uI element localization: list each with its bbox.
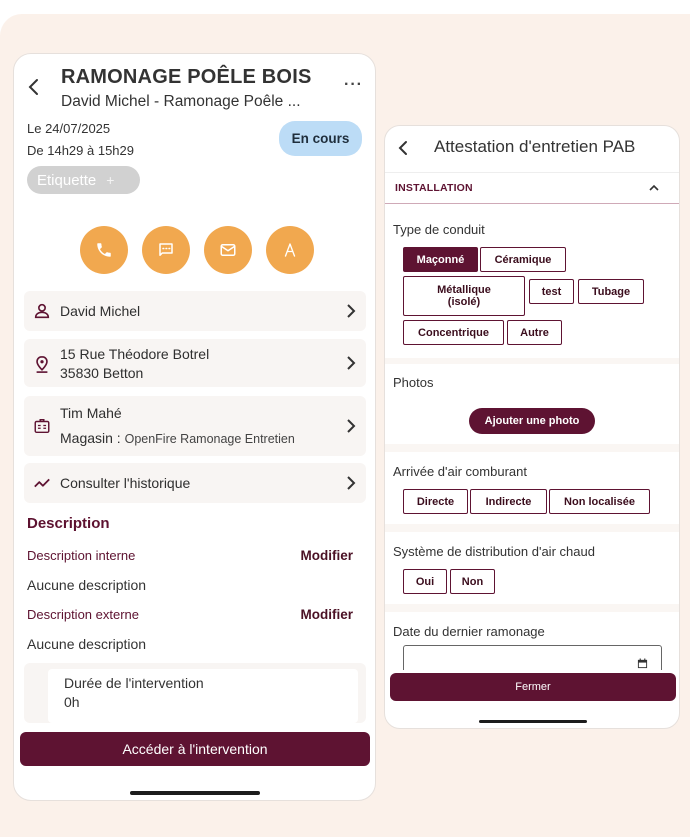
chat-icon (157, 241, 175, 259)
modify-internal-button[interactable]: Modifier (300, 548, 353, 563)
hot-air-block (385, 532, 679, 604)
maintenance-certificate-screen (384, 125, 680, 729)
chevron-up-icon (649, 184, 659, 192)
back-arrow-icon[interactable] (397, 140, 409, 156)
home-indicator (130, 791, 260, 795)
page-title: Attestation d'entretien PAB (434, 137, 636, 156)
page-subtitle: David Michel - Ramonage Poêle ... (61, 93, 301, 110)
tag-chip[interactable] (27, 166, 140, 194)
address-row[interactable] (24, 339, 366, 387)
chevron-right-icon (346, 475, 356, 491)
history-label: Consulter l'historique (60, 475, 191, 491)
message-button[interactable] (142, 226, 190, 274)
conduit-option-test[interactable]: test (529, 279, 574, 304)
contact-name: David Michel (60, 303, 141, 319)
conduit-type-block (385, 206, 679, 358)
access-intervention-button[interactable]: Accéder à l'intervention (20, 732, 370, 766)
header (14, 54, 375, 118)
technician-name: Tim Mahé (60, 405, 122, 421)
conduit-option-concentrique[interactable]: Concentrique (403, 320, 504, 345)
address-line2: 35830 Betton (60, 365, 144, 381)
chevron-right-icon (346, 355, 356, 371)
trend-line-icon (33, 474, 51, 492)
navigation-button[interactable] (266, 226, 314, 274)
internal-description-value: Aucune description (27, 577, 147, 593)
home-indicator (479, 720, 587, 723)
conduit-option-tubage[interactable]: Tubage (578, 279, 644, 304)
chevron-right-icon (346, 418, 356, 434)
id-badge-icon (33, 417, 51, 435)
phone-icon (95, 241, 113, 259)
back-arrow-icon[interactable] (26, 78, 42, 96)
intervention-time: De 14h29 à 15h29 (27, 143, 134, 158)
address-line1: 15 Rue Théodore Botrel (60, 346, 210, 362)
last-sweep-date-input[interactable] (403, 645, 662, 670)
conduit-option-autre[interactable]: Autre (507, 320, 562, 345)
duration-card (24, 663, 366, 723)
store-label: Magasin : (60, 430, 125, 446)
store-line (60, 430, 295, 446)
conduit-option-metallique[interactable] (403, 276, 525, 316)
metallique-label: Métallique (isolé) (437, 284, 491, 308)
history-row[interactable] (24, 463, 366, 503)
duration-value: 0h (64, 694, 80, 710)
accordion-title: INSTALLATION (395, 182, 473, 194)
location-pin-icon (33, 355, 51, 373)
air-option-indirecte[interactable]: Indirecte (470, 489, 547, 514)
last-sweep-block (385, 612, 679, 670)
store-value: OpenFire Ramonage Entretien (124, 432, 295, 446)
mail-icon (219, 241, 237, 259)
duration-label: Durée de l'intervention (64, 675, 204, 691)
contact-actions (80, 226, 314, 274)
status-badge: En cours (279, 121, 362, 156)
phone-button[interactable] (80, 226, 128, 274)
technician-row[interactable] (24, 396, 366, 456)
photos-block (385, 364, 679, 444)
air-option-directe[interactable]: Directe (403, 489, 468, 514)
conduit-option-ceramique[interactable]: Céramique (480, 247, 566, 272)
last-sweep-label: Date du dernier ramonage (393, 624, 545, 639)
conduit-option-maconne[interactable]: Maçonné (403, 247, 478, 272)
hot-air-option-oui[interactable]: Oui (403, 569, 447, 594)
form-content (385, 206, 679, 670)
close-button[interactable]: Fermer (390, 673, 676, 701)
installation-accordion-header[interactable] (385, 172, 679, 204)
hot-air-option-non[interactable]: Non (450, 569, 495, 594)
internal-description-label: Description interne (27, 548, 136, 563)
user-icon (33, 302, 51, 320)
external-description-label: Description externe (27, 607, 139, 622)
navigate-icon (281, 241, 299, 259)
contact-row[interactable] (24, 291, 366, 331)
add-photo-button[interactable]: Ajouter une photo (469, 408, 595, 434)
intervention-detail-screen (13, 53, 376, 801)
conduit-type-label: Type de conduit (393, 222, 485, 237)
air-intake-block (385, 452, 679, 524)
description-title: Description (27, 515, 110, 532)
air-intake-label: Arrivée d'air comburant (393, 464, 527, 479)
air-option-non-localisee[interactable]: Non localisée (549, 489, 650, 514)
plus-icon: + (106, 172, 115, 188)
more-options-icon[interactable]: ··· (344, 76, 363, 93)
email-button[interactable] (204, 226, 252, 274)
tag-chip-label: Etiquette (37, 171, 97, 189)
calendar-icon[interactable] (637, 658, 648, 669)
chevron-right-icon (346, 303, 356, 319)
hot-air-label: Système de distribution d'air chaud (393, 544, 595, 559)
page-title: RAMONAGE POÊLE BOIS (61, 66, 312, 88)
intervention-date: Le 24/07/2025 (27, 121, 111, 136)
external-description-value: Aucune description (27, 636, 147, 652)
modify-external-button[interactable]: Modifier (300, 607, 353, 622)
photos-label: Photos (393, 375, 434, 390)
